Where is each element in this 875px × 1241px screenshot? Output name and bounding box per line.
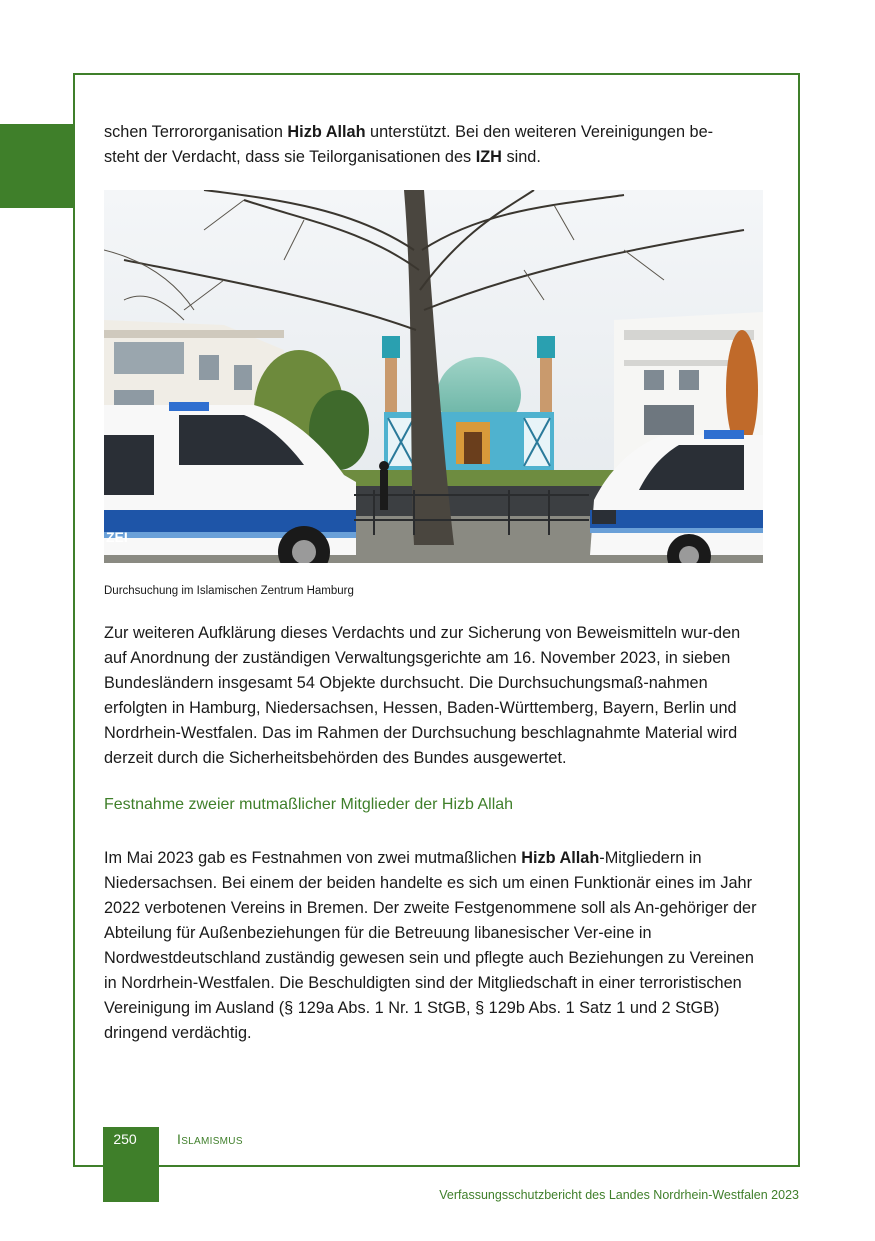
- section-label: Islamismus: [177, 1131, 243, 1147]
- mosque-photo: [104, 190, 763, 563]
- intro-paragraph: schen Terrororganisation Hizb Allah unterstützt. Bei den weiteren Vereinigungen be- steht der Verdacht, dass sie Teilorganisationen des IZH sind.: [104, 123, 714, 166]
- van-lettering: ZEI: [106, 529, 128, 545]
- chapter-side-tab: [0, 124, 74, 208]
- report-footer: Verfassungsschutzbericht des Landes Nordrhein-Westfalen 2023: [439, 1188, 799, 1202]
- body-paragraph-search: Zur weiteren Aufklärung dieses Verdachts und zur Sicherung von Beweismitteln wur-den auf Anordnung der zuständigen Verwaltungsgerichte am 16. November 2023, in sieben Bundesländern insgesamt 54 Objekte durchsucht. Die Durchsuchungsmaß-nahmen erfolgten in Hamburg, Niedersachsen, Hessen, Baden-Württemberg, Bayern, Berlin und Nordrhein-Westfalen. Das im Rahmen der Durchsuchung beschlagnahmte Material wird derzeit durch die Sicherheitsbehörden des Bundes ausgewertet.: [104, 624, 741, 767]
- body-paragraph-arrests: Im Mai 2023 gab es Festnahmen von zwei mutmaßlichen Hizb Allah-Mitgliedern in Niedersachsen. Bei einem der beiden handelte es sich um einen Funktionär eines im Jahr 2022 verbotenen Vereins in Bremen. Der zweite Festgenommene soll als An-gehöriger der Abteilung für Außenbeziehungen für die Betreuung libanesischer Ver-eine in Nordwestdeutschland zuständig gewesen sein und pflegte auch Beziehungen zu Vereinen in Nordrhein-Westfalen. Die Beschuldigten sind der Mitgliedschaft in einer terroristischen Vereinigung im Ausland (§ 129a Abs. 1 Nr. 1 StGB, § 129b Abs. 1 Satz 1 und 2 StGB) dringend verdächtig.: [104, 849, 757, 1042]
- page-number: 250: [113, 1131, 137, 1147]
- section-heading: Festnahme zweier mutmaßlicher Mitglieder der Hizb Allah: [104, 796, 514, 813]
- photo-caption: Durchsuchung im Islamischen Zentrum Hamburg: [104, 585, 354, 597]
